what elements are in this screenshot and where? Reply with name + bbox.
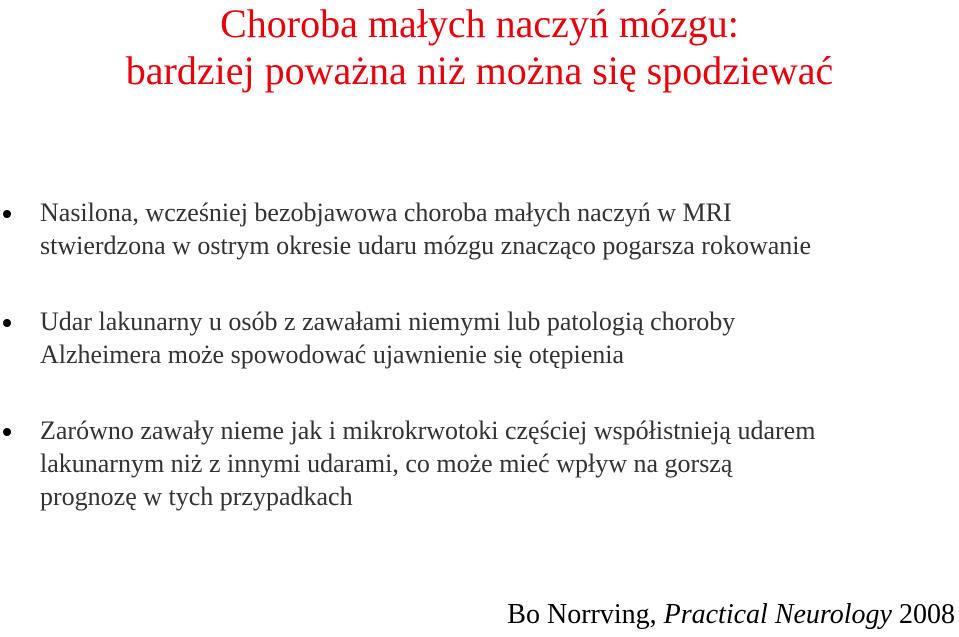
bullet-text-line: prognozę w tych przypadkach — [40, 482, 353, 511]
slide-title — [0, 0, 959, 94]
title-line-1: Choroba małych naczyń mózgu: — [220, 1, 739, 46]
bullet-text-line: Alzheimera może spowodować ujawnienie się otępienia — [40, 340, 625, 369]
bullet-text-line: Udar lakunarny u osób z zawałami niemymi lub patologią choroby — [40, 307, 736, 336]
citation — [507, 597, 955, 633]
citation-year: 2008 — [899, 599, 955, 630]
bullet-icon — [3, 428, 11, 436]
citation-journal: Practical Neurology — [663, 599, 892, 630]
bullet-item — [0, 414, 959, 513]
bullet-icon — [3, 210, 11, 218]
bullet-list — [0, 196, 959, 513]
bullet-item — [0, 305, 959, 371]
bullet-text-line: Nasilona, wcześniej bezobjawowa choroba małych naczyń w MRI — [40, 198, 732, 227]
bullet-text-line: stwierdzona w ostrym okresie udaru mózgu znacząco pogarsza rokowanie — [40, 231, 812, 260]
citation-author: Bo Norrving, — [507, 599, 657, 630]
bullet-icon — [3, 319, 11, 327]
title-line-2: bardziej poważna niż można się spodziewać — [125, 48, 834, 93]
bullet-text-line: lakunarnym niż z innymi udarami, co może mieć wpływ na gorszą — [40, 449, 733, 478]
bullet-text-line: Zarówno zawały nieme jak i mikrokrwotoki częściej współistnieją udarem — [40, 416, 816, 445]
bullet-item — [0, 196, 959, 262]
